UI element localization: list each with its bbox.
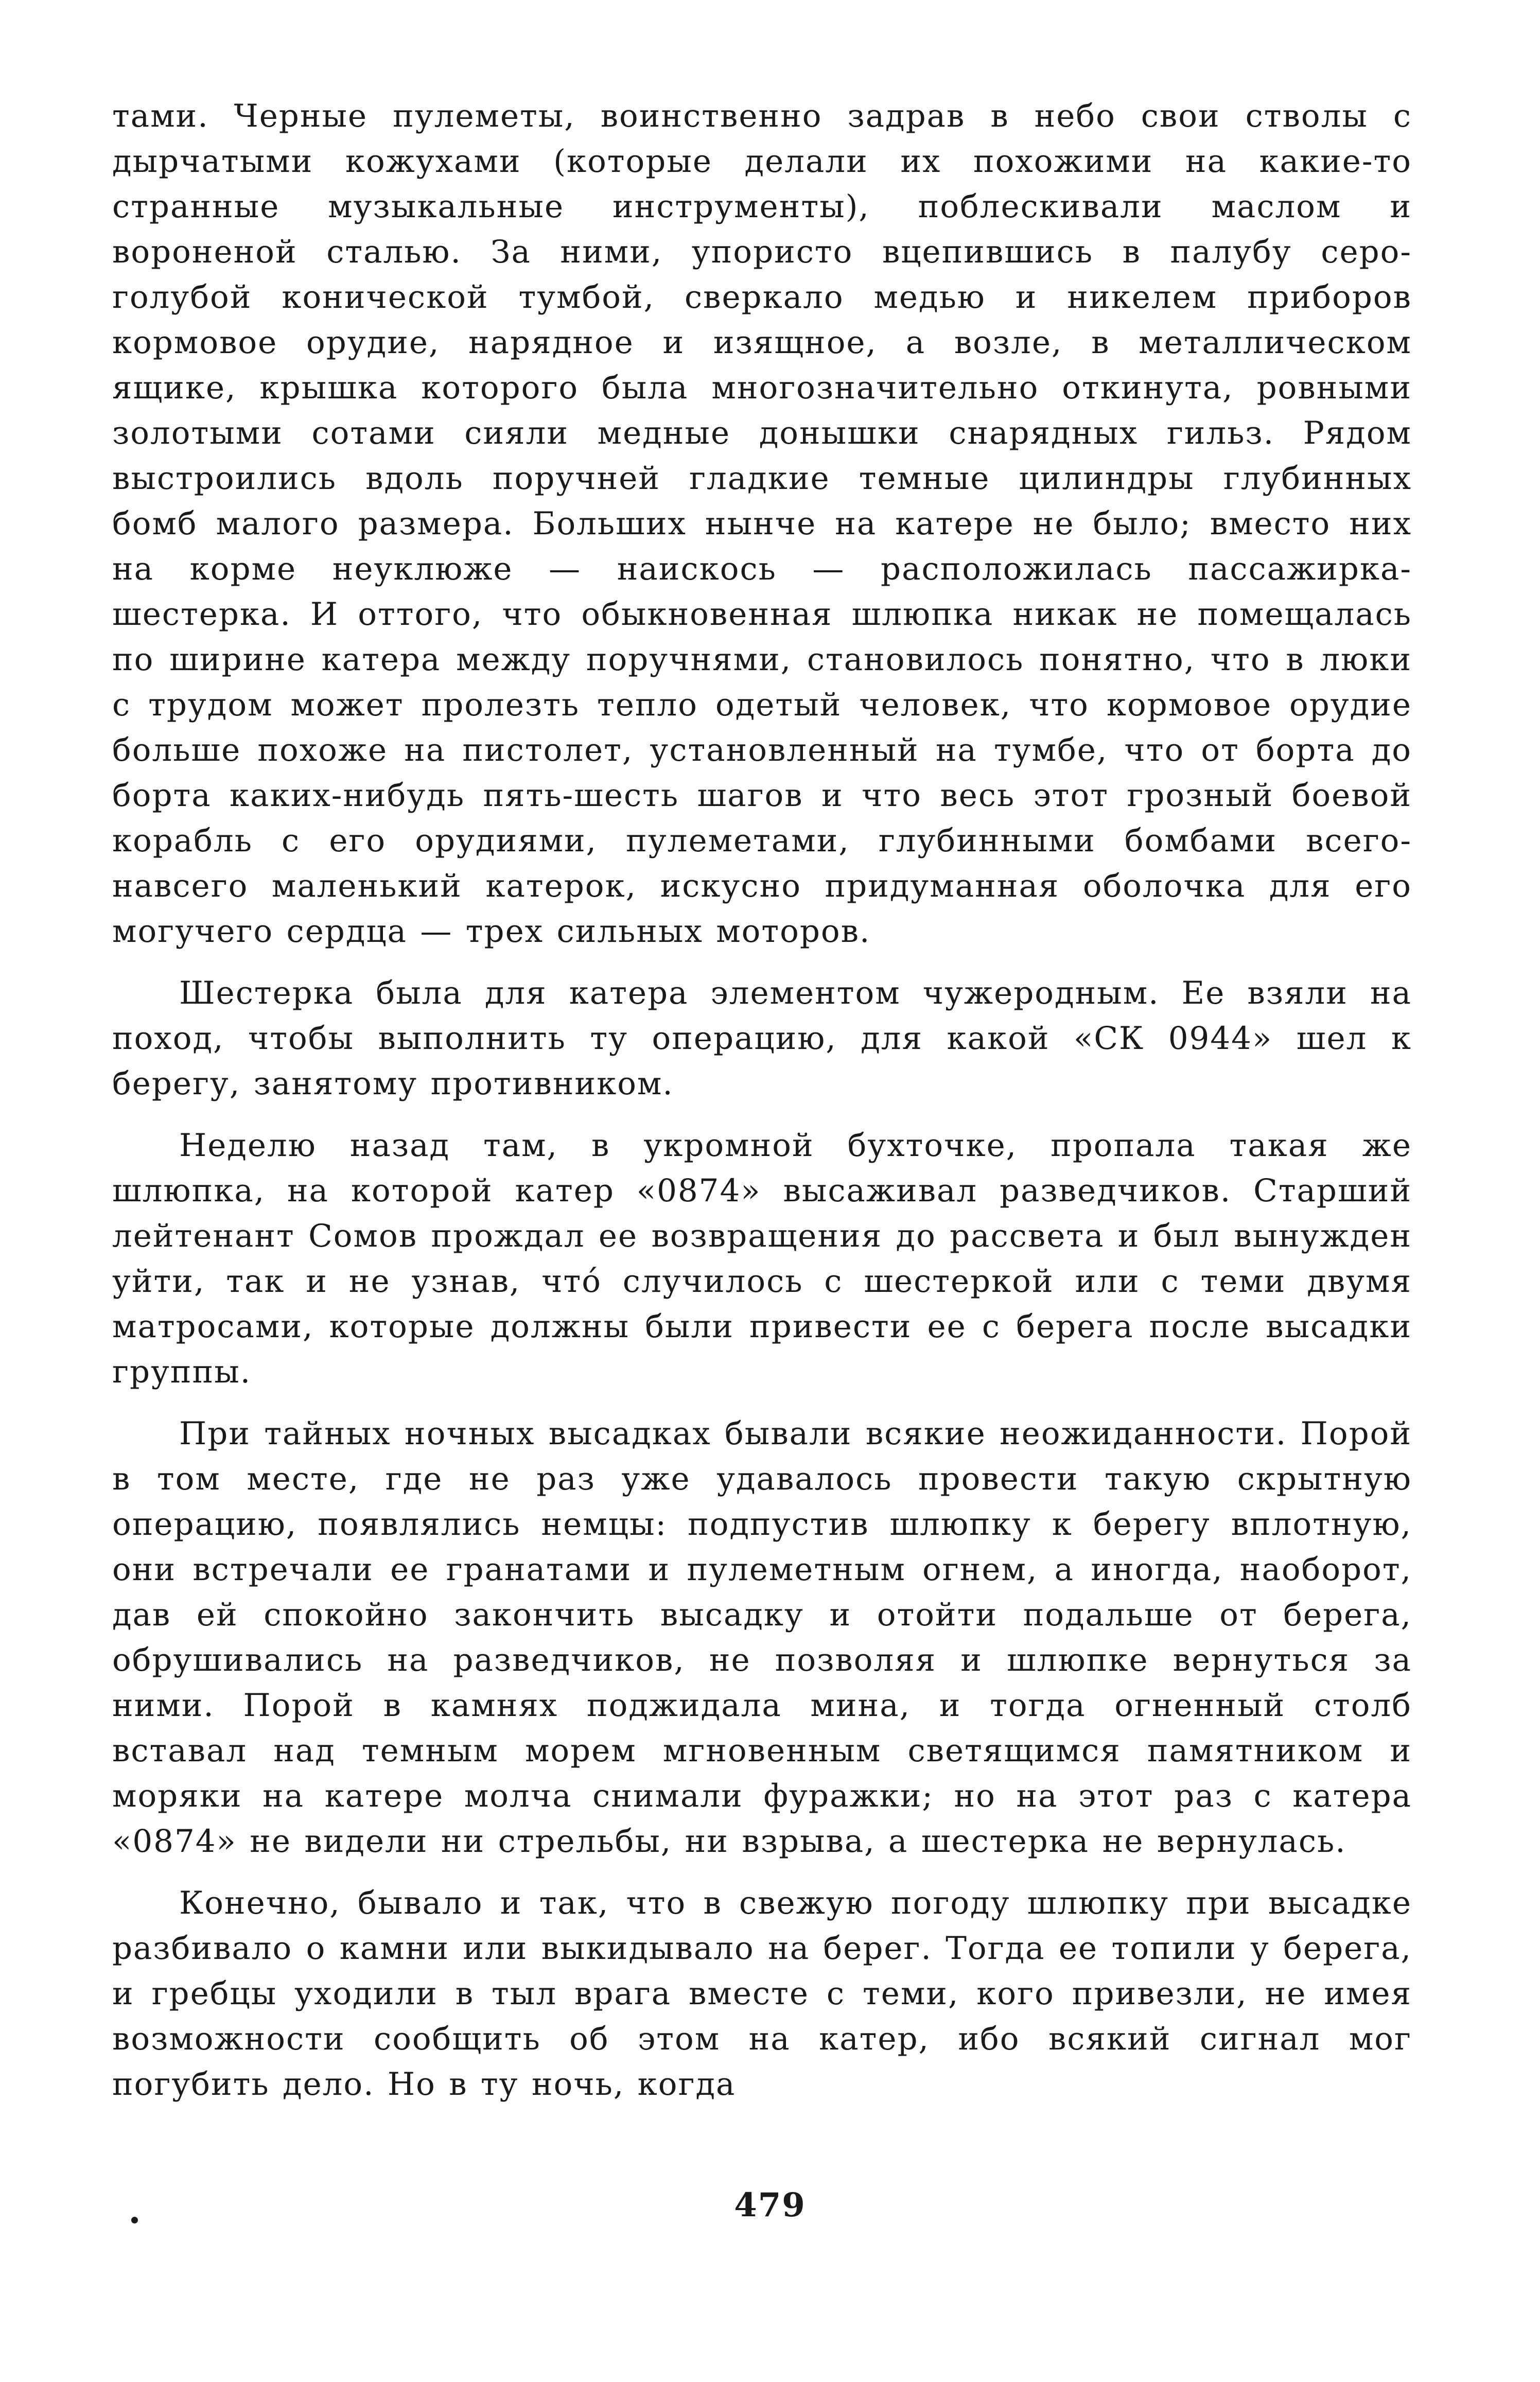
page-number: 479 (734, 2186, 806, 2225)
paragraph: Неделю назад там, в укромной бухточке, пропала такая же шлюпка, на которой катер «0874» высаживал разведчиков. Старший лейтенант Сомов прождал ее возвращения до рассвета и был вынужден уйти, так и не узнав, что́ случилось с шестеркой или с теми двумя матросами, которые должны были привести ее с берега после высадки группы. (112, 1127, 1412, 1390)
paragraph-continuation: тами. Черные пулеметы, воинственно задрав в небо свои стволы с дырчатыми кожухами (которые делали их похожими на какие-то странные музыкальные инструменты), поблескивали маслом и вороненой сталью. За ними, упористо вцепившись в палубу серо-голубой конической тумбой, сверкало медью и никелем приборов кормовое орудие, нарядное и изящное, а возле, в металлическом ящике, крышка которого была многозначительно откинута, ровными золотыми сотами сияли медные донышки снарядных гильз. Рядом выстроились вдоль поручней гладкие темные цилиндры глубинных бомб малого размера. Больших нынче на катере не было; вместо них на корме неуклюже — наискось — расположилась пассажирка-шестерка. И оттого, что обыкновенная шлюпка никак не помещалась по ширине катера между поручнями, становилось понятно, что в люки с трудом может пролезть тепло одетый человек, что кормовое орудие больше похоже на пистолет, установленный на тумбе, что от борта до борта каких-нибудь пять-шесть шагов и что весь этот грозный боевой корабль с его орудиями, пулеметами, глубинными бомбами всего-навсего маленький катерок, искусно придуманная оболочка для его могучего сердца — трех сильных моторов. (112, 98, 1412, 950)
paragraph: При тайных ночных высадках бывали всякие неожиданности. Порой в том месте, где не раз уже удавалось провести такую скрытную операцию, появлялись немцы: подпустив шлюпку к берегу вплотную, они встречали ее гранатами и пулеметным огнем, а иногда, наоборот, дав ей спокойно закончить высадку и отойти подальше от берега, обрушивались на разведчиков, не позволяя и шлюпке вернуться за ними. Порой в камнях поджидала мина, и тогда огненный столб вставал над темным морем мгновенным светящимся памятником и моряки на катере молча снимали фуражки; но на этот раз с катера «0874» не видели ни стрельбы, ни взрыва, а шестерка не вернулась. (112, 1415, 1412, 1860)
paragraph: Шестерка была для катера элементом чужеродным. Ее взяли на поход, чтобы выполнить ту операцию, для какой «СК 0944» шел к берегу, занятому противником. (112, 975, 1412, 1102)
paragraph: Конечно, бывало и так, что в свежую погоду шлюпку при высадке разбивало о камни или выкидывало на берег. Тогда ее топили у берега, и гребцы уходили в тыл врага вместе с теми, кого привезли, не имея возможности сообщить об этом на катер, ибо всякий сигнал мог погубить дело. Но в ту ночь, когда (112, 1885, 1412, 2103)
body-text (112, 94, 1412, 2107)
